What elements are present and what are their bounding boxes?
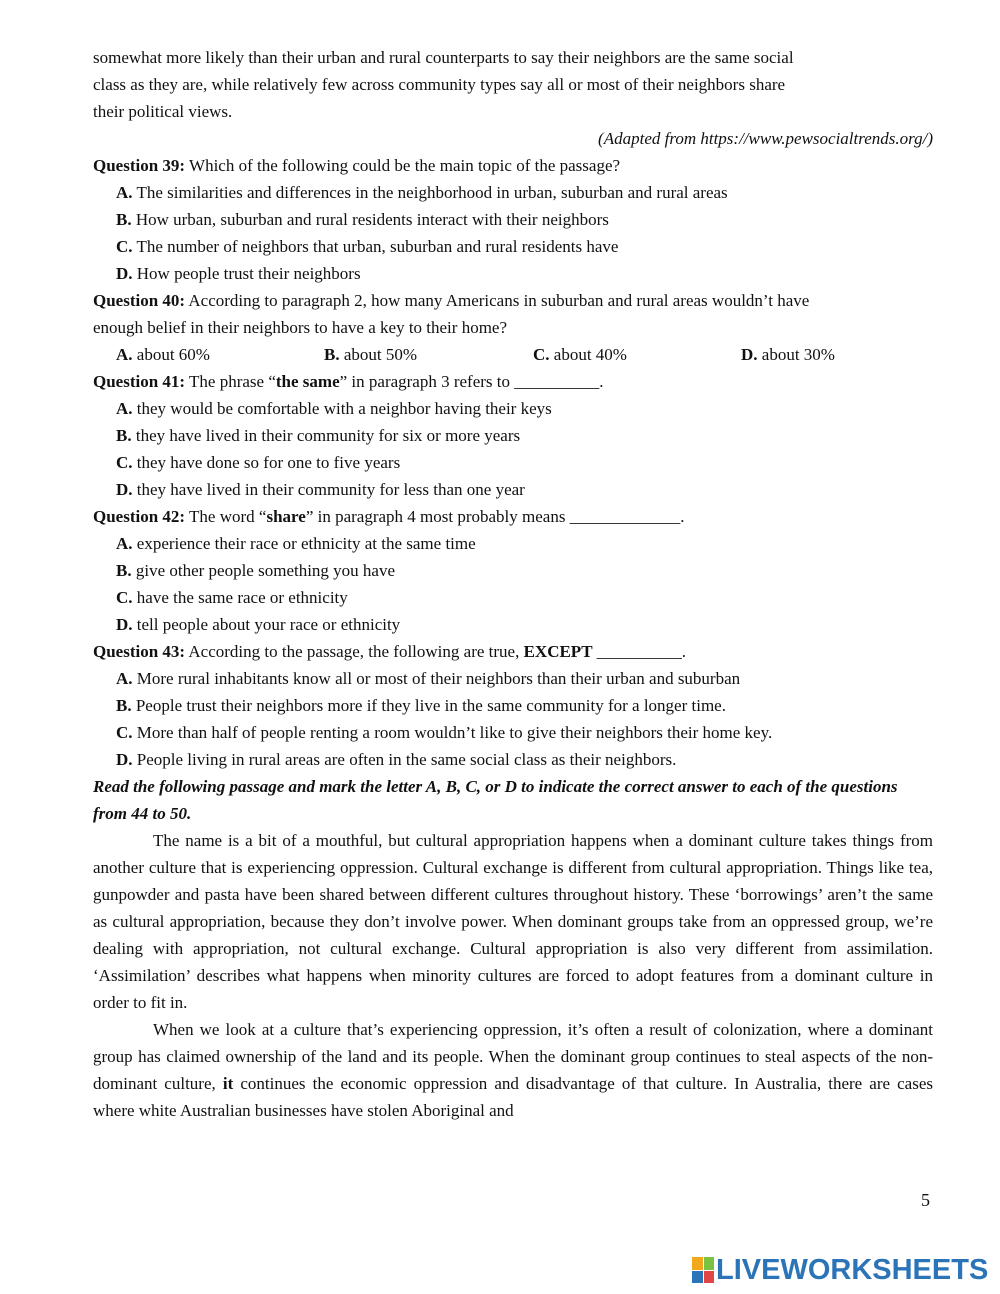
q40-options: [93, 341, 933, 368]
q43-option-b[interactable]: B. People trust their neighbors more if they live in the same community for a longer time.: [116, 696, 726, 715]
q39-option-d[interactable]: D. How people trust their neighbors: [116, 264, 361, 283]
question-40-cont: enough belief in their neighbors to have a key to their home?: [93, 318, 508, 337]
q43-option-c[interactable]: C. More than half of people renting a room wouldn’t like to give their neighbors their home key.: [116, 723, 773, 742]
page-number: 5: [921, 1190, 930, 1210]
q43-option-d[interactable]: D. People living in rural areas are often in the same social class as their neighbors.: [116, 750, 677, 769]
intro-line: class as they are, while relatively few across community types say all or most of their neighbors share: [93, 75, 786, 94]
passage-paragraph-1: The name is a bit of a mouthful, but cultural appropriation happens when a dominant culture takes things from another culture that is experiencing oppression. Cultural exchange is different from cultural appropriation. Things like tea, gunpowder and pasta have been shared between different cultures throughout history. These ‘borrowings’ aren’t the same as cultural appropriation, because they don’t involve power. When dominant groups take from an oppressed group, we’re dealing with appropriation, not cultural exchange. Cultural appropriation is also very different from assimilation. ‘Assimilation’ describes what happens when minority cultures are forced to adopt features from a dominant culture in order to fit in.: [93, 831, 933, 1012]
q42-option-b[interactable]: B. give other people something you have: [116, 561, 396, 580]
question-39: Question 39: Which of the following could be the main topic of the passage?: [93, 156, 621, 175]
q40-option-b[interactable]: B. about 50%: [324, 345, 418, 364]
question-43: Question 43: According to the passage, the following are true, EXCEPT __________.: [93, 642, 687, 661]
logo-mark-icon: [692, 1257, 714, 1283]
intro-line: somewhat more likely than their urban and rural counterparts to say their neighbors are the same social: [93, 48, 794, 67]
liveworksheets-logo: [692, 1254, 988, 1286]
q41-option-c[interactable]: C. they have done so for one to five years: [116, 453, 401, 472]
question-40: Question 40: According to paragraph 2, how many Americans in suburban and rural areas wouldn’t have: [93, 291, 810, 310]
q42-option-d[interactable]: D. tell people about your race or ethnicity: [116, 615, 401, 634]
section-instruction: Read the following passage and mark the letter A, B, C, or D to indicate the correct answer to each of the questions from 44 to 50.: [93, 777, 898, 823]
q39-option-a[interactable]: A. The similarities and differences in the neighborhood in urban, suburban and rural areas: [116, 183, 728, 202]
source-citation: (Adapted from https://www.pewsocialtrends.org/): [598, 129, 933, 148]
q43-option-a[interactable]: A. More rural inhabitants know all or most of their neighbors than their urban and suburban: [116, 669, 741, 688]
q39-option-b[interactable]: B. How urban, suburban and rural residents interact with their neighbors: [116, 210, 609, 229]
question-41: Question 41: The phrase “the same” in paragraph 3 refers to __________.: [93, 372, 604, 391]
intro-line: their political views.: [93, 102, 233, 121]
passage-paragraph-2: When we look at a culture that’s experiencing oppression, it’s often a result of colonization, where a dominant group has claimed ownership of the land and its people. When the dominant group continues to steal aspects of the non-dominant culture, it continues the economic oppression and disadvantage of that culture. In Australia, there are cases where white Australian businesses have stolen Aboriginal and: [93, 1020, 933, 1120]
q42-option-c[interactable]: C. have the same race or ethnicity: [116, 588, 348, 607]
q41-option-a[interactable]: A. they would be comfortable with a neighbor having their keys: [116, 399, 552, 418]
document-page: [93, 44, 933, 1124]
q40-option-c[interactable]: C. about 40%: [533, 345, 627, 364]
q39-option-c[interactable]: C. The number of neighbors that urban, suburban and rural residents have: [116, 237, 619, 256]
q41-option-b[interactable]: B. they have lived in their community for six or more years: [116, 426, 521, 445]
q40-option-a[interactable]: A. about 60%: [116, 345, 210, 364]
logo-text: LIVEWORKSHEETS: [716, 1253, 989, 1286]
q40-option-d[interactable]: D. about 30%: [741, 345, 835, 364]
q42-option-a[interactable]: A. experience their race or ethnicity at the same time: [116, 534, 476, 553]
q41-option-d[interactable]: D. they have lived in their community for less than one year: [116, 480, 525, 499]
question-42: Question 42: The word “share” in paragraph 4 most probably means _____________.: [93, 507, 685, 526]
